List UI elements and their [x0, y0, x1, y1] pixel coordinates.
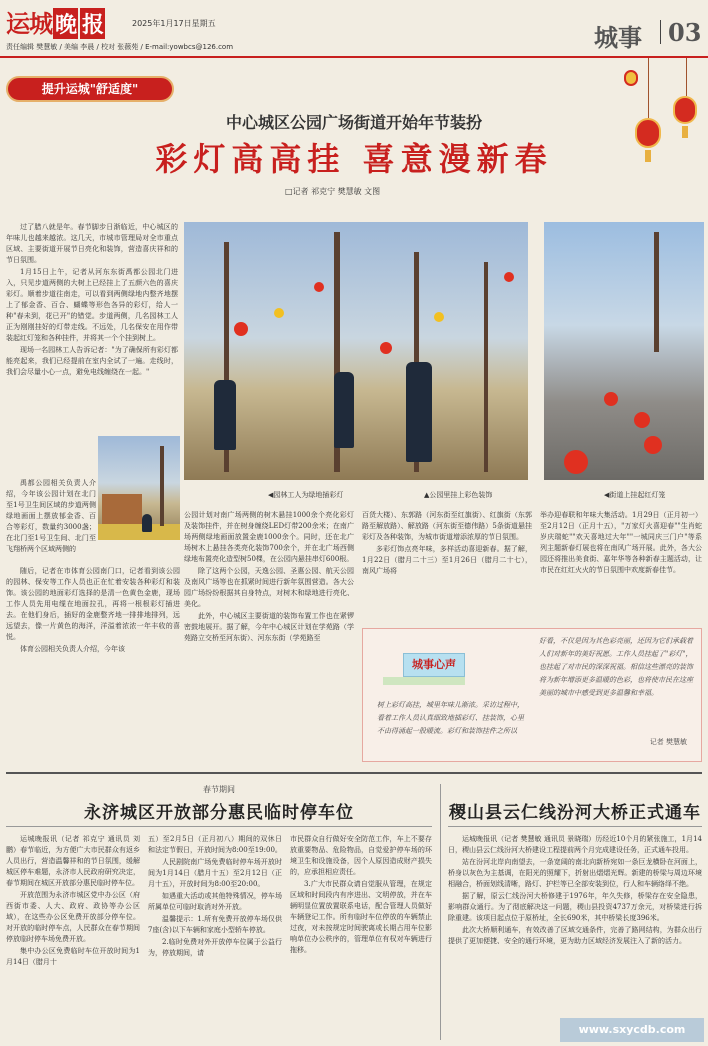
- theme-tag: 提升运城"舒适度": [6, 76, 174, 102]
- red-lantern-icon: [644, 436, 662, 454]
- story2-column-3: [290, 834, 432, 957]
- paragraph: 运城晚报讯（记者 祁克宁 通讯员 刘鹏）春节临近，为方便广大市民群众有返乡人员出行，营造温馨祥和的节日氛围，缓解城区停车难题，永济市人民政府研究决定，春节期间在城区开放部分惠民临时停车位。: [6, 835, 140, 887]
- paragraph: 如遇重大活动或其他特殊情况，停车场所属单位可临时取消对外开放。: [148, 892, 282, 911]
- paragraph: 据了解，原云仁线汾河大桥修建于1976年，年久失修，桥梁存在安全隐患，影响群众通行。为了彻底解决这一问题，稷山县投资4737万余元，对桥梁进行拆除重建。该项目起点位于原桥址，全长690米，其中桥梁长度396米。: [448, 892, 702, 922]
- lantern-string: [686, 58, 687, 96]
- story3-column: [448, 834, 702, 948]
- lead-headline: 彩灯高高挂 喜意漫新春: [155, 140, 553, 178]
- masthead-logo-box-1: 晚: [53, 8, 78, 39]
- paragraph: 举办迎春联和年味大集活动。1月29日（正月初一）至2月12日（正月十五），"万家灯火喜迎春""生肖蛇岁庆瑞蛇""欢天喜地过大年""一城同庆三门户"等系列主题新春灯展也将在南风广场开展。此外，各大公园还将推出美食街、嘉年华等各种新春主题活动，让市民在红红火火的节日氛围中欢度新春佳节。: [540, 511, 702, 574]
- tree: [160, 446, 164, 526]
- paragraph: 现场一名园林工人告诉记者："为了确保所有彩灯都能亮起来，我们已经提前在室内全试了一遍。走线时，我们会尽量小心一点，避免电线缠绕在一起。": [6, 346, 178, 376]
- yellow-lantern-icon: [434, 312, 444, 322]
- paragraph: 随后，记者在市体育公园南门口，记者看到该公园的园林、保安等工作人员也正在忙着安装各种彩灯和装饰。该公园的地面彩灯选择的是清一色黄色金鹿，现场工作人员先用电缆在地面拉孔，再将一根根彩灯插进去。在他们身后，插好的金鹿整齐地一排排地排列，远远望去，像一片黄色的海洋，洋溢着浓浓一年丰收的喜悦。: [6, 567, 180, 641]
- paragraph: 1月15日上午，记者从河东东街禹都公园北门进入，只见步道两侧的大树上已经挂上了五颜六色的喜庆彩灯。顺着步道往南走，可以看到两侧绿地内整齐地摆上了郁金香、百合、蝴蝶等形色各异的彩灯，给人一种"春未到，花已开"的错觉。步道两侧，几名园林工人正为刚刚挂好的灯带走线。不远处，几名保安在用作带装起红灯笼和各种挂件，并将其一个个挂到树上。: [6, 268, 178, 342]
- story3-rule: [448, 826, 702, 827]
- commentary-text-left: 树上彩灯高挂，城里年味儿渐浓。采访过程中，看着工作人员认真细致地插彩灯、挂装饰，心里不由得涌起一股暖流。彩灯和装饰挂件之所以: [377, 701, 524, 735]
- paragraph: 此外，中心城区主要街道的装饰布置工作也在紧锣密鼓地展开。据了解，今年中心城区计划在学苑路（学苑路立交桥至河东街）、河东东街（学苑路至: [184, 612, 354, 642]
- masthead-logo: 运城 晚 报: [6, 9, 104, 38]
- caption: ◀街道上挂起红灯笼: [604, 491, 666, 499]
- paragraph: 市民群众自行做好安全防范工作，车上不要存放重要物品、危险物品，自觉爱护停车场的环境卫生和设施设备，因个人原因造成财产损失的，应承担相应责任。: [290, 835, 432, 876]
- lead-column-1-top: [6, 222, 178, 379]
- golden-lights-field: [98, 524, 180, 540]
- section-divider: [660, 20, 661, 44]
- paragraph: 温馨提示：1.所有免费开放停车场仅供7座(含)以下车辆和家庭小型轿车停放。: [148, 915, 282, 934]
- red-lantern-icon: [604, 392, 618, 406]
- house-illustration-icon: [383, 677, 465, 685]
- tree: [654, 232, 659, 352]
- editor-credits: 责任编辑 樊慧敏 / 美编 李晨 / 校对 张薇苑 / E-mail:yowbcs@126.com: [6, 43, 234, 51]
- yellow-lantern-icon: [274, 308, 284, 318]
- paragraph: 人民剧院南广场免费临时停车场开放时间为1月14日（腊月十五）至2月12日（正月十五），开放时间为8:00至20:00。: [148, 858, 282, 888]
- lead-column-3: [362, 510, 532, 578]
- worker-figure: [334, 372, 354, 448]
- lead-column-1-bottom: [6, 566, 180, 656]
- paragraph: 过了腊八就是年。春节脚步日渐临近，中心城区的年味儿也越来越浓。这几天，市城市管理局对全市重点区域、主要街道开展节日亮化和装饰，营造喜庆祥和的节日氛围。: [6, 223, 178, 264]
- worker-figure: [406, 362, 432, 462]
- lantern-string: [648, 58, 649, 118]
- masthead-rule: [0, 56, 708, 58]
- story2-kicker: 春节期间: [203, 785, 235, 794]
- photo-park-decorations: [184, 222, 528, 480]
- paragraph: 运城晚报讯（记者 樊慧敏 通讯员 景晓瑞）历经近10个月的紧张施工，1月14日，稷山县云仁线汾河大桥建设工程提前两个月完成建设任务，正式通车投用。: [448, 835, 702, 854]
- paragraph: 站在汾河北岸向南望去，一条宽阔的南北向新桥宛如一条巨龙横卧在河面上，桥身以灰色为主基调，在阳光的照耀下，折射出熠熠光辉。新建的桥梁与周边环境相融合，桥面划线清晰，路灯、护栏等已全部安装到位，行人和车辆络绎不绝。: [448, 858, 702, 888]
- red-lantern-icon: [234, 322, 248, 336]
- section-divider-line: [6, 772, 702, 774]
- paragraph: 2.临时免费对外开放停车位属于公益行为，停放期间，请: [148, 938, 282, 957]
- photo-street-lanterns: [544, 222, 704, 480]
- masthead-logo-box-2: 报: [80, 8, 105, 39]
- paragraph: 除了这两个公园，天逸公园、圣惠公园、航天公园及南风广场等也在抓紧时间进行新年氛围营造。各大公园广场纷纷根据其自身特点，对树木和绿地进行亮化、美化。: [184, 567, 354, 608]
- red-lantern-icon: [564, 450, 588, 474]
- story2-column-1: [6, 834, 140, 969]
- paragraph: 此次大桥顺利通车，有效改善了区域交通条件，完善了路网结构，为群众出行提供了更加便捷、安全的通行环境，更为助力区域经济发展注入了新的活力。: [448, 926, 702, 945]
- paragraph: 公园计划对南广场两侧的树木悬挂1000余个亮化彩灯及装饰挂件，并在树身缠绕LED灯带200余米；在南广场两侧绿地画面放置金鹿1000余个。同时，还在北广场树木上悬挂各类亮化装饰700余个，并在北广场西侧绿地布置亮化造型树50棵，在公园内悬挂串灯600根。: [184, 511, 354, 563]
- story3-headline: 稷山县云仁线汾河大桥正式通车: [449, 803, 701, 823]
- page-number: 03: [668, 18, 702, 47]
- red-lantern-icon: [314, 282, 324, 292]
- paragraph: 集中办公区免费临时车位开放时间为1月14日（腊月十: [6, 947, 140, 966]
- site-watermark: www.sxycdb.com: [560, 1018, 704, 1042]
- column-divider: [440, 784, 441, 1040]
- red-lantern-icon: [380, 342, 392, 354]
- commentary-author: 记者 樊慧敏: [649, 738, 687, 746]
- lead-column-2: [184, 510, 354, 645]
- paragraph: 多彩灯饰点亮年味，多样活动喜迎新春。据了解，1月22日（腊月二十三）至1月26日（腊月二十七），南风广场将: [362, 545, 532, 575]
- commentary-box: [362, 628, 702, 762]
- paragraph: 五）至2月5日（正月初八）期间的双休日和法定节假日，开放时间为8:00至19:00。: [148, 835, 282, 854]
- story2-rule: [6, 826, 432, 827]
- caption: ▲公园里挂上彩色装饰: [424, 491, 493, 499]
- paragraph: 百货大楼）、东郭路（河东街至红旗街）、红旗街（东郭路至解放路）、解放路（河东街至德伟路）5条街道悬挂彩灯及各种装饰，为城市街道增添浓厚的节日氛围。: [362, 511, 532, 541]
- story2-headline: 永济城区开放部分惠民临时停车位: [84, 803, 354, 823]
- commentary-text-right: 好看，不仅是因为其色彩亮丽，还因为它们承载着人们对新年的美好祝愿。工作人员挂起了"彩灯"，也挂起了对市民的深深祝福。相信这些漂亮的装饰将为新年增添更多温暖的色彩，也将使市民在这座美丽的城市中感受到更多温馨和幸福。: [539, 637, 693, 697]
- worker-figure: [142, 514, 152, 532]
- worker-figure: [214, 380, 236, 450]
- commentary-tag: 城事心声: [403, 653, 465, 677]
- photo-workers-planting-lights: [98, 436, 180, 540]
- lead-column-4: [540, 510, 702, 577]
- paragraph: 3.广大市民群众请自觉服从管理，在规定区域和时间段内有序进出、文明停放，并在车辆明显位置放置联系电话，配合管理人员做好车辆登记工作。所有临时车位停放的车辆禁止过夜，对未按规定时间驶离或长期占用车位影响单位办公秩序的，管理单位有权对车辆进行拖移。: [290, 880, 432, 954]
- issue-date: 2025年1月17日星期五: [132, 19, 216, 28]
- paragraph: 开放范围为永济市城区党中办公区（府西街市委、人大、政府、政协等办公区域），在这些办公区免费开放部分停车位。对开放的临时停车点，人民群众在春节期间停放临时停车场免费开放。: [6, 891, 140, 943]
- red-lantern-icon: [504, 272, 514, 282]
- plum-blossom-icon: [624, 70, 638, 86]
- paragraph: 禹都公园相关负责人介绍，今年该公园计划在北门至1号卫生间区域的步道两侧绿地画面上摆放郁金香、百合等彩灯，数量约3000盏；在北门至1号卫生间、北门至飞翔桥两个区域两侧的: [6, 479, 96, 553]
- tree: [484, 262, 488, 472]
- paragraph: 体育公园相关负责人介绍，今年该: [20, 645, 125, 653]
- lead-byline: □记者 祁克宁 樊慧敏 文图: [285, 187, 381, 196]
- kiosk-building: [102, 494, 142, 528]
- lead-column-1-bottom-narrow: [6, 478, 96, 556]
- story2-column-2: [148, 834, 282, 960]
- section-name: 城事: [594, 23, 642, 52]
- caption: ◀园林工人为绿地插彩灯: [268, 491, 344, 499]
- red-lantern-icon: [634, 412, 650, 428]
- lead-subhead: 中心城区公园广场街道开始年节装扮: [225, 113, 482, 132]
